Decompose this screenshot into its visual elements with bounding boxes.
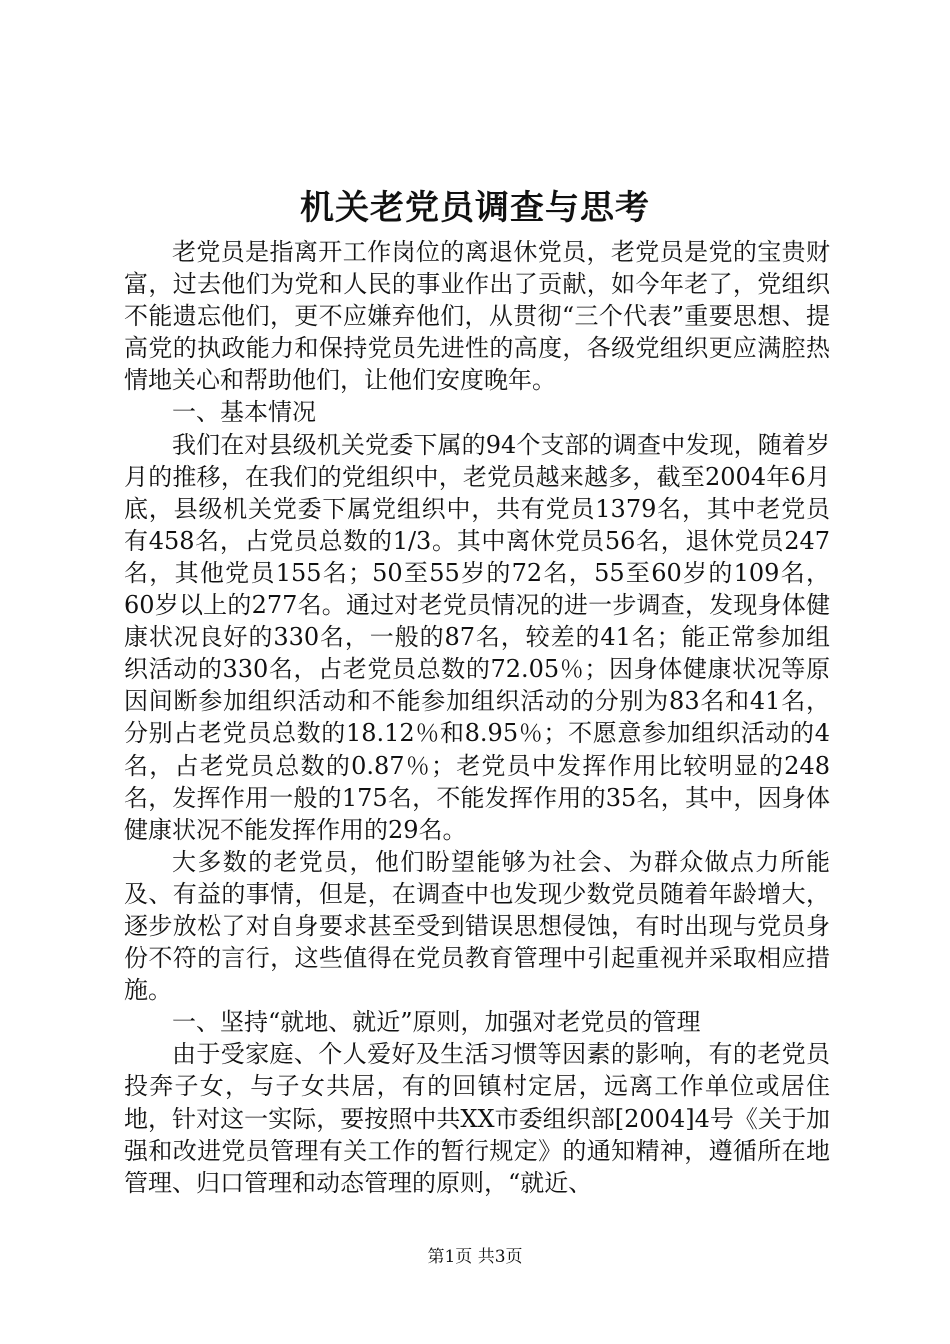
paragraph-observations: 大多数的老党员，他们盼望能够为社会、为群众做点力所能及、有益的事情，但是，在调查中也发现少数党员随着年龄增大，逐步放松了对自身要求甚至受到错误思想侵蚀，有时出现与党员身份不符的言行，这些值得在党员教育管理中引起重视并采取相应措施。	[124, 847, 830, 1005]
paragraph-management: 由于受家庭、个人爱好及生活习惯等因素的影响，有的老党员投奔子女，与子女共居，有的回镇村定居，远离工作单位或居住地，针对这一实际，要按照中共XX市委组织部[2004]4号《关于加强和改进党员管理有关工作的暂行规定》的通知精神，遵循所在地管理、归口管理和动态管理的原则，“就近、	[124, 1040, 830, 1197]
paragraph-intro: 老党员是指离开工作岗位的离退休党员，老党员是党的宝贵财富，过去他们为党和人民的事业作出了贡献，如今年老了，党组织不能遗忘他们，更不应嫌弃他们，从贯彻“三个代表”重要思想、提高党的执政能力和保持党员先进性的高度，各级党组织更应满腔热情地关心和帮助他们，让他们安度晚年。	[124, 238, 830, 395]
paragraph-statistics: 我们在对县级机关党委下属的94个支部的调查中发现，随着岁月的推移，在我们的党组织中，老党员越来越多，截至2004年6月底，县级机关党委下属党组织中，共有党员1379名，其中老党员有458名，占党员总数的1/3。其中离休党员56名，退休党员247名，其他党员155名；50至55岁的72名，55至60岁的109名，60岁以上的277名。通过对老党员情况的进一步调查，发现身体健康状况良好的330名，一般的87名，较差的41名；能正常参加组织活动的330名，占老党员总数的72.05％；因身体健康状况等原因间断参加组织活动和不能参加组织活动的分别为83名和41名，分别占老党员总数的18.12％和8.95％；不愿意参加组织活动的4名，占老党员总数的0.87％；老党员中发挥作用比较明显的248名，发挥作用一般的175名，不能发挥作用的35名，其中，因身体健康状况不能发挥作用的29名。	[124, 430, 830, 844]
section-heading-management: 一、坚持“就地、就近”原则，加强对老党员的管理	[172, 1008, 701, 1037]
section-heading-basic-situation: 一、基本情况	[172, 398, 316, 427]
page-footer: 第1页 共3页	[427, 1247, 523, 1267]
document-title: 机关老党员调查与思考	[300, 188, 650, 228]
document-body	[124, 236, 830, 1199]
